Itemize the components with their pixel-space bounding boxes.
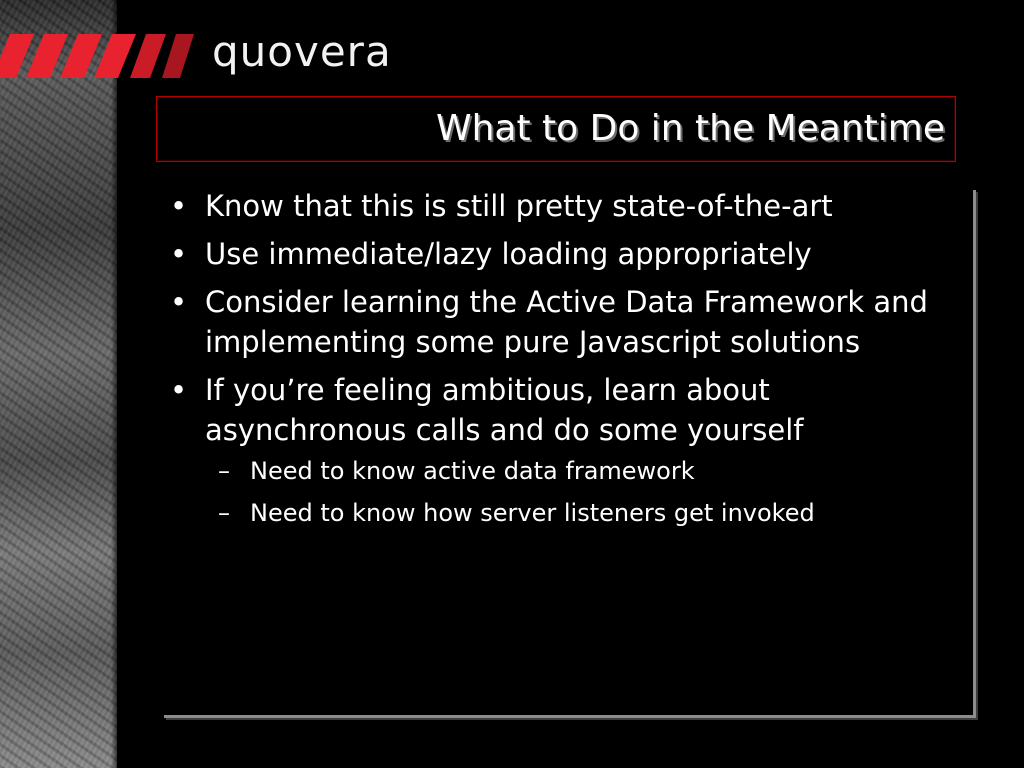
dash-icon: – [218,499,230,527]
left-texture-strip [0,0,117,768]
bullet-item [166,282,956,362]
sub-bullet-text: Need to know how server listeners get invoked [250,499,815,527]
logo-stripes-icon [0,34,200,78]
bullet-dot-icon: • [170,189,188,223]
title-box [156,96,956,162]
bullet-item [166,186,956,226]
bullet-list [166,186,956,540]
bullet-dot-icon: • [170,285,188,319]
bullet-text: Use immediate/lazy loading appropriately [205,237,812,271]
sub-bullet-list [205,452,956,532]
brand-logo: quovera [212,27,392,76]
slide-title: What to Do in the Meantime [435,108,945,149]
sub-bullet-item [205,452,956,490]
bullet-text: Know that this is still pretty state-of-the-art [205,189,833,223]
bullet-dot-icon: • [170,237,188,271]
bullet-text: Consider learning the Active Data Framework and implementing some pure Javascript solutions [205,285,928,359]
bullet-dot-icon: • [170,373,188,407]
bullet-item [166,370,956,532]
bullet-text: If you’re feeling ambitious, learn about asynchronous calls and do some yourself [205,373,804,447]
bullet-item [166,234,956,274]
sub-bullet-item [205,494,956,532]
sub-bullet-text: Need to know active data framework [250,457,695,485]
dash-icon: – [218,457,230,485]
